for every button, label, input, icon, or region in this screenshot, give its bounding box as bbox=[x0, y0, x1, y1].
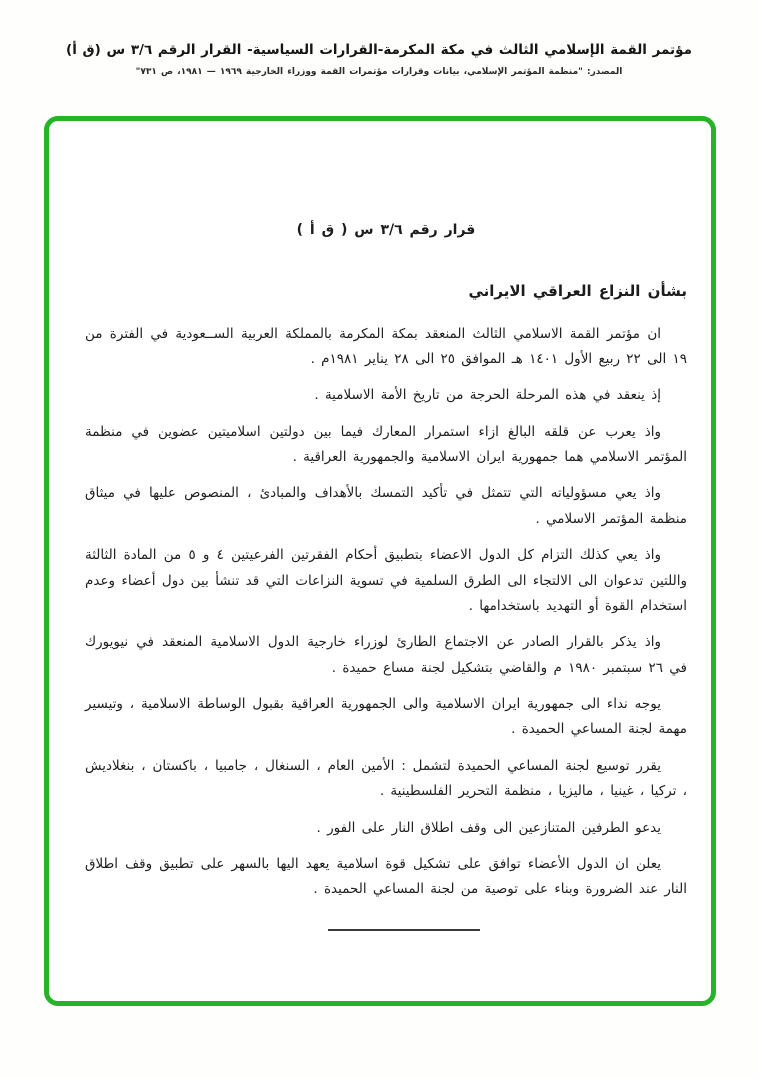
decision-subject: بشأن النزاع العراقي الايراني bbox=[468, 282, 687, 301]
paragraph-convening: إذ ينعقد في هذه المرحلة الحرجة من تاريخ الأمة الاسلامية . bbox=[314, 387, 661, 404]
header-source-line: المصدر: "منظمة المؤتمر الإسلامي، بيانات وقرارات مؤتمرات القمة ووزراء الخارجية ١٩٦٩ — ١٩٨١، ص ٧٣١" bbox=[135, 67, 623, 77]
header-title: مؤتمر القمة الإسلامي الثالث في مكة المكرمة-القرارات السياسية- القرار الرقم ٣/٦ س (ق أ) bbox=[66, 42, 692, 58]
document-content bbox=[85, 217, 687, 931]
paragraph-preamble: ان مؤتمر القمة الاسلامي الثالث المنعقد بمكة المكرمة بالمملكة العربية الســعودية في الفترة من ١٩ الى ٢٢ ربيع الأول ١٤٠١ هـ الموافق ٢٥ الى ٢٨ يناير ١٩٨١م . bbox=[85, 325, 687, 367]
paragraph-responsibilities: واذ يعي مسؤولياته التي تتمثل في تأكيد التمسك بالأهداف والمبادئ ، المنصوص عليها في ميثاق منظمة المؤتمر الاسلامي . bbox=[85, 485, 687, 527]
paragraph-islamic-force: يعلن ان الدول الأعضاء توافق على تشكيل قوة اسلامية يعهد اليها بالسهر على تطبيق وقف اطلاق النار عند الضرورة وبناء على توصية من لجنة المساعي الحميدة . bbox=[85, 855, 687, 898]
paragraph-obligations: واذ يعي كذلك التزام كل الدول الاعضاء بتطبيق أحكام الفقرتين الفرعيتين ٤ و ٥ من المادة الثالثة واللتين تدعوان الى الالتجاء الى الطرق السلمية في تسوية النزاعات التي قد تنشأ بين دول أعضاء وعدم استخدام القوة أو التهديد باستخدامها . bbox=[85, 547, 687, 614]
paragraph-recalling-resolution: واذ يذكر بالقرار الصادر عن الاجتماع الطارئ لوزراء خارجية الدول الاسلامية المنعقد في نيويورك في ٢٦ سبتمبر ١٩٨٠ م والقاضي بتشكيل لجنة مساع حميدة . bbox=[85, 634, 687, 676]
document-header bbox=[60, 42, 698, 77]
paragraph-concern: واذ يعرب عن قلقه البالغ ازاء استمرار المعارك فيما بين دولتين اسلاميتين عضوين في منظمة المؤتمر الاسلامي هما جمهورية ايران الاسلامية والجمهورية العراقية . bbox=[85, 423, 687, 465]
decision-number: قرار رقم ٣/٦ س ( ق أ ) bbox=[296, 222, 476, 238]
footer-divider bbox=[328, 929, 480, 931]
paragraph-ceasefire-call: يدعو الطرفين المتنازعين الى وقف اطلاق النار على الفور . bbox=[316, 819, 661, 836]
document-frame bbox=[44, 116, 716, 1006]
paragraph-appeal: يوجه نداء الى جمهورية ايران الاسلامية والى الجمهورية العراقية بقبول الوساطة الاسلامية ، وتيسير مهمة لجنة المساعي الحميدة . bbox=[85, 696, 687, 738]
paragraph-committee-expansion: يقرر توسيع لجنة المساعي الحميدة لتشمل : الأمين العام ، السنغال ، جامبيا ، باكستان ، بنغلاديش ، تركيا ، غينيا ، ماليزيا ، منظمة التحرير الفلسطينية . bbox=[85, 757, 687, 800]
